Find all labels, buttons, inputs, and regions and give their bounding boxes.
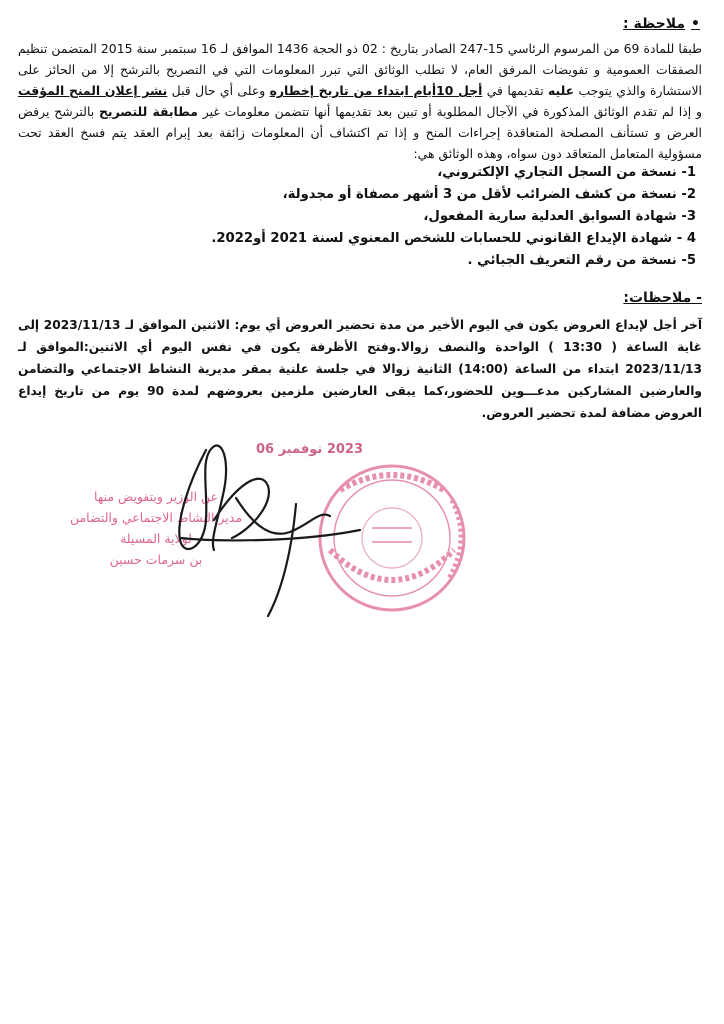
note-text-part: و إذا لم تقدم الوثائق المذكورة في الآجال المطلوبة أو تبين بعد تقديمها أنها تتضمن معلومات غير xyxy=(197,104,702,119)
note-heading-text: ملاحظة : xyxy=(623,16,686,32)
note-text-part: وعلى أي حال قبل xyxy=(167,83,270,98)
remarks-heading: - ملاحظات: xyxy=(623,290,702,306)
list-item: 1- نسخة من السجل التجاري الإلكتروني، xyxy=(437,165,696,180)
date-stamp: 2023 نوفمبر 06 xyxy=(256,442,363,457)
list-item: 3- شهادة السوابق العدلية سارية المفعول، xyxy=(423,209,696,224)
note-text-part: بالترشح يرفض العرض و تستأنف المصلحة المتعاقدة إجراءات المنح و إذا تم اكتشاف أن المعلومات زائفة بعد إبرام العقد يتم فسخ العقد تحت مسؤولية المتعامل المتعاقد دون سواه، وهذه الوثائق هي: xyxy=(18,104,702,161)
list-item: 4 - شهادة الإيداع القانوني للحسابات للشخص المعنوي لسنة 2021 أو2022. xyxy=(211,231,696,246)
note-heading xyxy=(623,16,700,32)
note-paragraph xyxy=(18,38,702,164)
remarks-paragraph: آخر أجل لإيداع العروض يكون في اليوم الأخير من مدة تحضير العروض أي يوم: الاثنين الموافق لـ 2023/11/13 إلى غاية الساعة ( 13:30 ) الواحدة والنصف زوالا.وفتح الأظرفة يكون في نفس اليوم أي الاثنين:الموافق لـ 2023/11/13 ابتداء من الساعة (14:00) الثانية زوالا في جلسة علنية بمقر مديرية النشاط الاجتماعي والتضامن والعارضين المشاركين مدعـــوين للحضور،كما يبقى العارضين ملزمين بعروضهم لمدة 90 يوم من تاريخ إيداع العروض مضافة لمدة تحضير العروض. xyxy=(18,318,702,420)
list-item: 5- نسخة من رقم التعريف الجبائي . xyxy=(467,253,696,268)
documents-list xyxy=(36,162,696,272)
note-award-bold: نشر إعلان المنح المؤقت xyxy=(18,83,168,98)
note-text-part: طبقا للمادة 69 من المرسوم الرئاسي 15-247 الصادر بتاريخ : 02 ذو الحجة 1436 الموافق لـ 16 سبتمبر سنة 2015 المتضمن تنظيم الصفقات العمومية و تفويضات المرفق العام، لا تطلب الوثائق التي تبرر المعلومات التي في التصريح بالترشح إلا من الحائز على الاستشارة والذي يتوجب xyxy=(18,41,703,98)
official-seal-icon xyxy=(320,466,464,610)
stamp-line: مدير النشاط الاجتماعي والتضامن xyxy=(69,510,243,525)
signature-and-seal xyxy=(0,420,724,620)
stamp-line: عن الوزير وبتفويض منها xyxy=(94,489,218,504)
handwritten-signature-icon xyxy=(179,446,360,616)
note-deadline-bold: أجل 10أيام ابتداء من تاريخ إخطاره xyxy=(269,83,483,98)
note-bold-part: عليه xyxy=(548,83,575,98)
stamp-line: بن سرمات حسين xyxy=(109,552,203,567)
note-bold-part: مطابقة للتصريح xyxy=(98,104,198,119)
bullet-icon: • xyxy=(691,16,700,32)
list-item: 2- نسخة من كشف الضرائب لأقل من 3 أشهر مصفاة أو مجدولة، xyxy=(282,187,696,202)
note-text-part: تقديمها في xyxy=(482,83,549,98)
stamp-line: لولاية المسيلة xyxy=(120,531,192,546)
